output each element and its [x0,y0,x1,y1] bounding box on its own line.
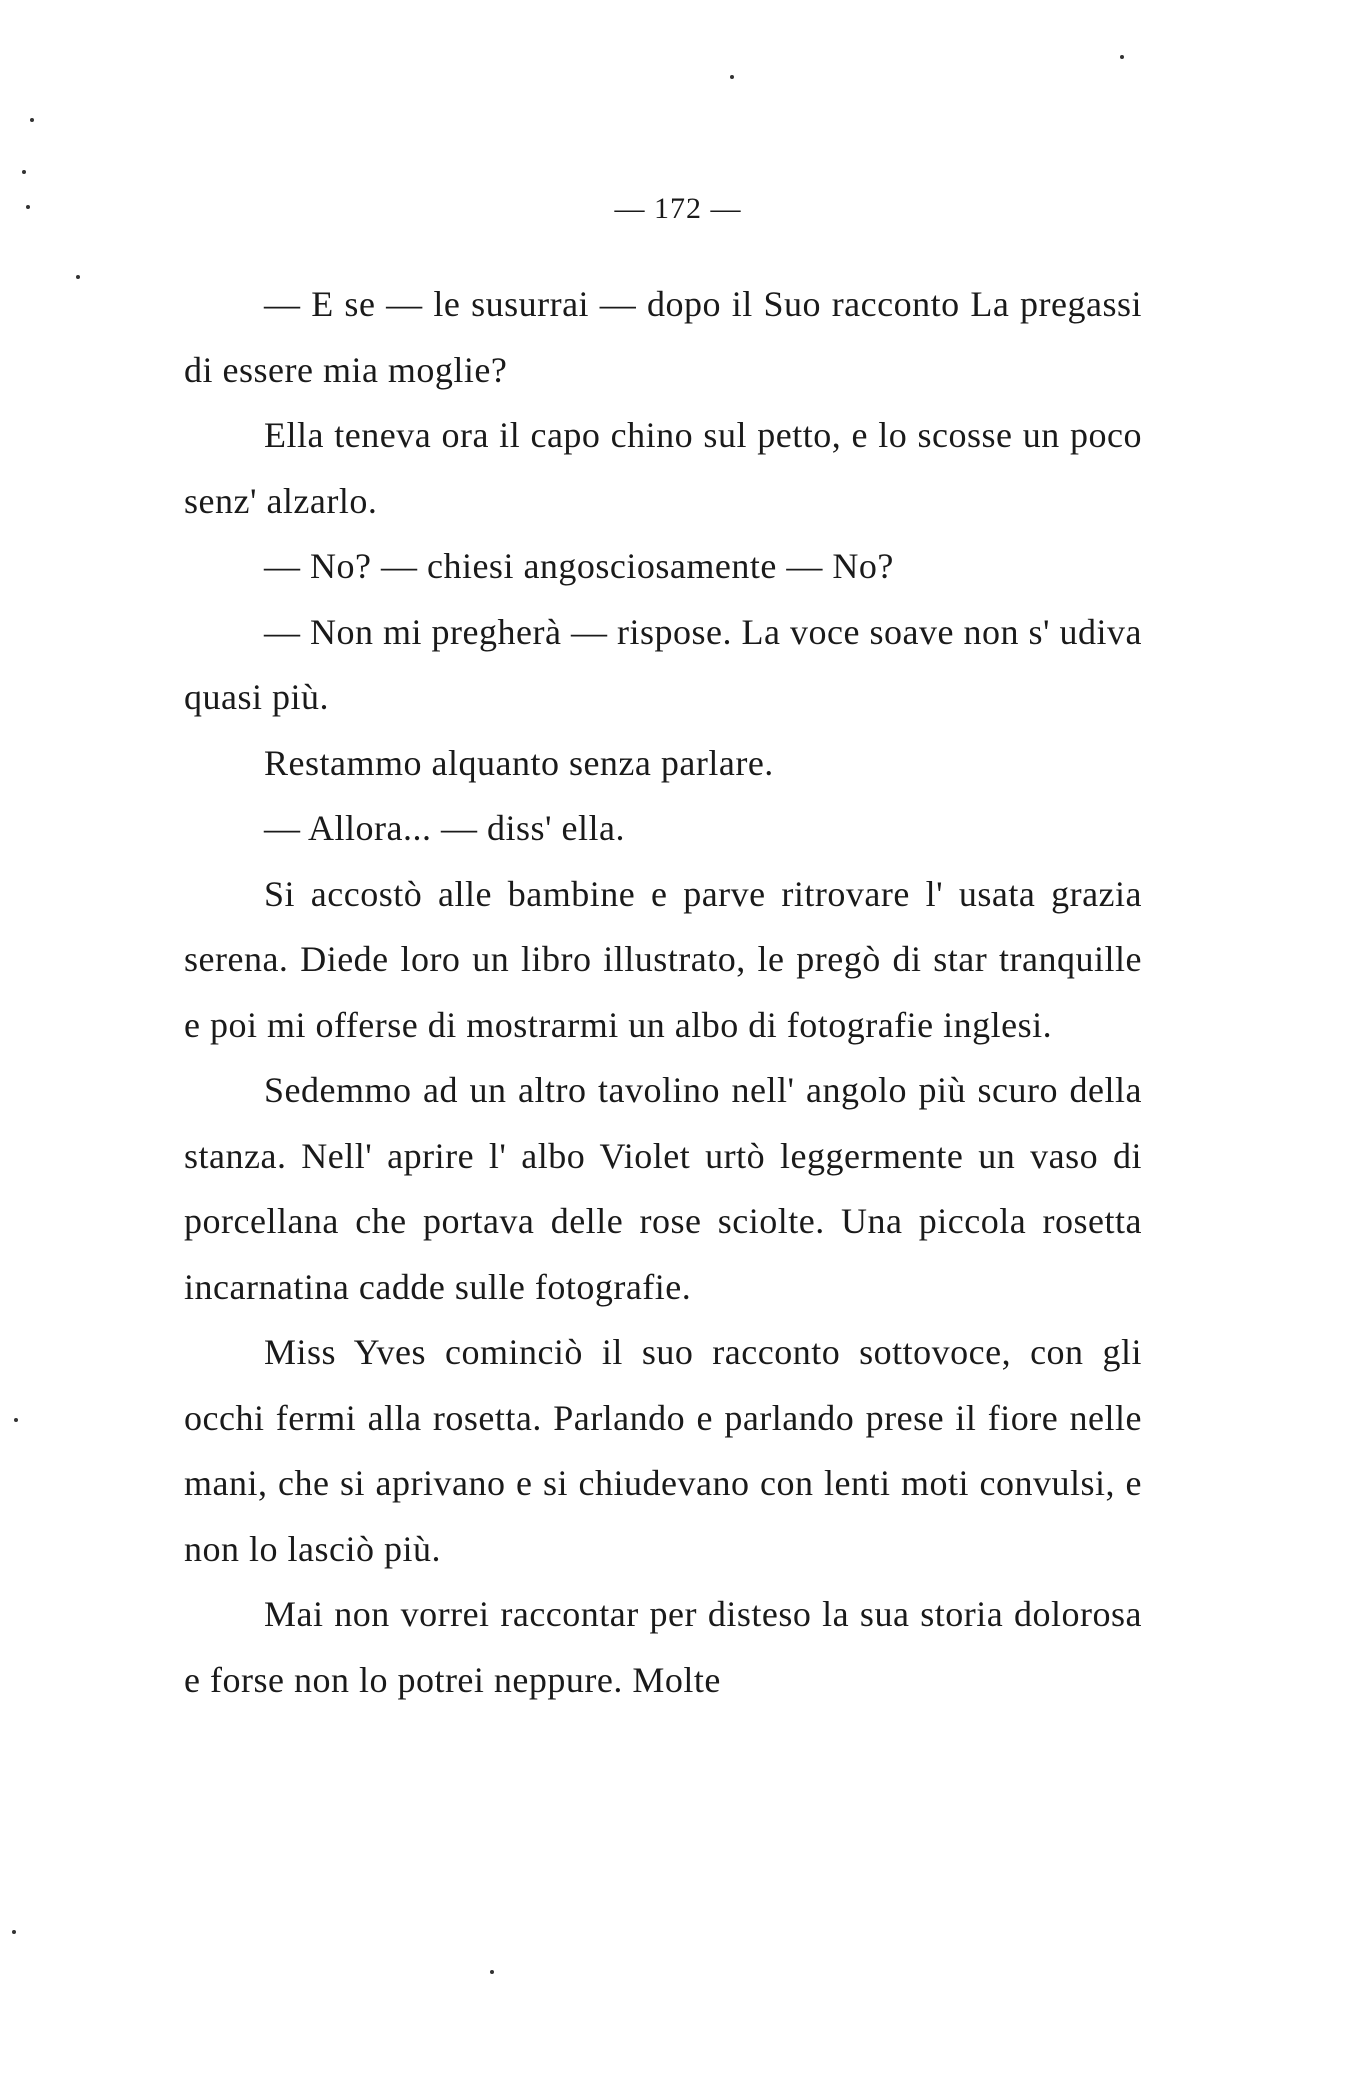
paragraph: Miss Yves cominciò il suo racconto sottovoce, con gli occhi fermi alla rosetta. Parlando e parlando prese il fiore nelle mani, che si aprivano e si chiudevano con lenti moti convulsi, e non lo lasciò più. [184,1332,1142,1569]
paragraph: Mai non vorrei raccontar per disteso la sua storia dolorosa e forse non lo potrei neppure. Molte [184,1594,1142,1700]
paragraph: Restammo alquanto senza parlare. [264,742,774,783]
paragraph: Si accostò alle bambine e parve ritrovare l' usata grazia serena. Diede loro un libro illustrato, le pregò di star tranquille e poi mi offerse di mostrarmi un albo di fotografie inglesi. [184,873,1142,1045]
page-number: — 172 — [614,192,742,225]
paragraph: Sedemmo ad un altro tavolino nell' angolo più scuro della stanza. Nell' aprire l' albo Violet urtò leggermente un vaso di porcellana che portava delle rose sciolte. Una piccola rosetta incarnatina cadde sulle fotografie. [184,1070,1142,1307]
paragraph: Ella teneva ora il capo chino sul petto, e lo scosse un poco senz' alzarlo. [184,415,1142,521]
body-text [184,272,1142,1713]
paragraph: — E se — le susurrai — dopo il Suo racconto La pregassi di essere mia moglie? [184,284,1142,390]
paragraph: — Non mi pregherà — rispose. La voce soave non s' udiva quasi più. [184,611,1142,717]
paragraph: — Allora... — diss' ella. [264,808,625,848]
paragraph: — No? — chiesi angosciosamente — No? [264,546,894,586]
